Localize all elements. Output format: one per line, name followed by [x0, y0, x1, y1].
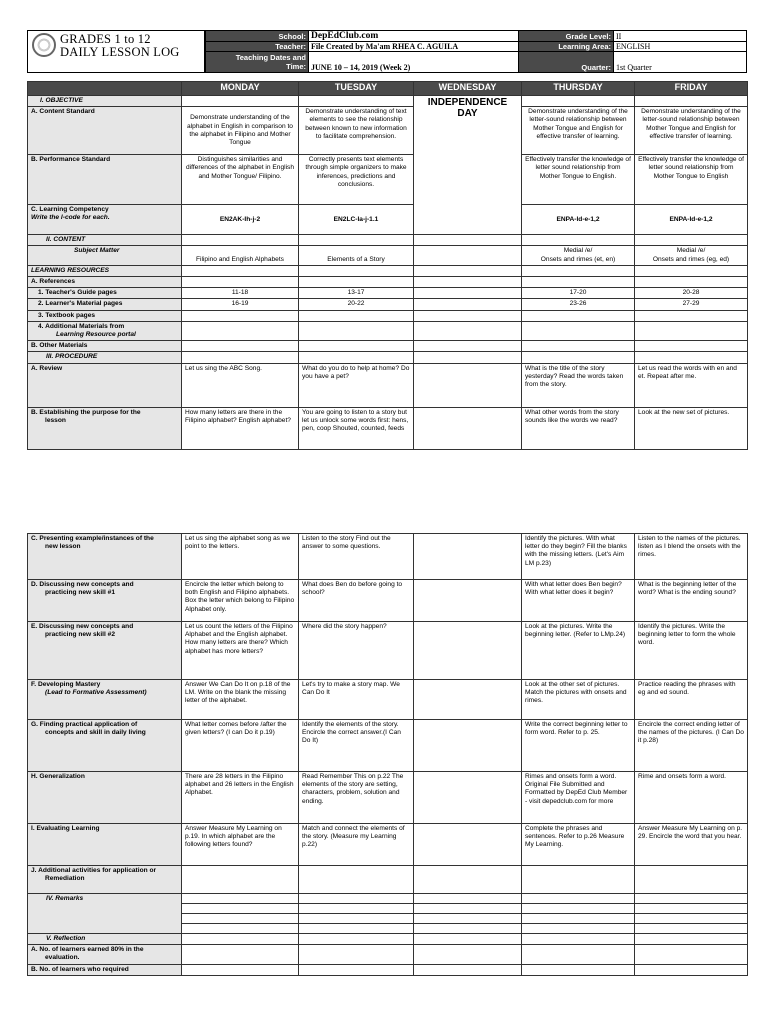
learners-80-label-1: A. No. of learners earned 80% in the: [31, 946, 144, 954]
discussing1-row: [28, 580, 748, 622]
day-friday: FRIDAY: [635, 82, 748, 96]
learners-80-label-2: evaluation.: [45, 954, 80, 962]
dates-label-1: Teaching Dates and: [235, 53, 306, 62]
lm-pages-mon: 16-19: [182, 299, 299, 310]
title-line-2: DAILY LESSON LOG: [60, 45, 180, 59]
generalization-mon: There are 28 letters in the Filipino alphabet and 26 letters in the English Alphabet.: [182, 772, 299, 824]
content-standard-mon: Demonstrate understanding of the alphabet in English in comparison to the alphabet in Filipino and Mother Tongue: [182, 107, 299, 155]
competency-fri: ENPA-Id-e-1,2: [635, 205, 748, 235]
finding-mon: What letter comes before /after the given letters? (I can Do it p.19): [182, 720, 299, 772]
performance-standard-thu: Effectively transfer the knowledge of letter sound relationship from Mother Tongue to English.: [522, 155, 635, 205]
review-fri: Let us read the words with en and et. Repeat after me.: [635, 363, 748, 407]
competency-sub-label: Write the l-code for each.: [31, 214, 110, 222]
mastery-mon: Answer We Can Do It on p.18 of the LM. Write on the blank the missing letter of the alphabet.: [182, 680, 299, 720]
evaluating-mon: Answer Measure My Learning on p.19. In which alphabet are the following letters found?: [182, 824, 299, 866]
discussing2-mon: Let us count the letters of the Filipino Alphabet and the English alphabet. How many letters are there? Which alphabet has more letters?: [182, 622, 299, 680]
competency-label-text: C. Learning Competency: [31, 206, 109, 214]
finding-label-2: concepts and skill in daily living: [45, 729, 146, 737]
tg-pages-thu: 17-20: [522, 288, 635, 299]
content-standard-fri: Demonstrate understanding of the letter-sound relationship between Mother Tongue and English for effective transfer of learning.: [635, 107, 748, 155]
lm-pages-thu: 23-26: [522, 299, 635, 310]
content-row: [28, 235, 748, 246]
purpose-label-2: lesson: [45, 416, 66, 424]
teacher-value: File Created by Ma'am RHEA C. AGUILA: [309, 42, 519, 52]
textbook-label: 3. Textbook pages: [28, 310, 182, 321]
mastery-tue: Let's try to make a story map. We Can Do It: [299, 680, 414, 720]
teachers-guide-label: 1. Teacher's Guide pages: [28, 288, 182, 299]
presenting-tue: Listen to the story Find out the answer to some questions.: [299, 534, 414, 580]
generalization-row: [28, 772, 748, 824]
finding-thu: Write the correct beginning letter to form word. Refer to p. 25.: [522, 720, 635, 772]
textbook-row: [28, 310, 748, 321]
content-standard-row: [28, 107, 748, 155]
purpose-mon: How many letters are there in the Filipino alphabet? English alphabet?: [182, 407, 299, 449]
discussing1-mon: Encircle the letter which belong to both English and Filipino alphabets. Box the letter which belong to Filipino Alphabet only.: [182, 580, 299, 622]
evaluating-fri: Answer Measure My Learning on p. 29. Encircle the word that you hear.: [635, 824, 748, 866]
presenting-label: [28, 534, 182, 580]
finding-label: [28, 720, 182, 772]
subject-matter-thu: [522, 246, 635, 265]
generalization-label: H. Generalization: [28, 772, 182, 824]
presenting-label-1: C. Presenting example/instances of the: [31, 535, 154, 542]
mastery-label-2: (Lead to Formative Assessment): [45, 689, 147, 697]
day-thursday: THURSDAY: [522, 82, 635, 96]
objective-row: [28, 96, 748, 107]
mastery-fri: Practice reading the phrases with eg and ed sound.: [635, 680, 748, 720]
learning-resources-label: LEARNING RESOURCES: [28, 265, 182, 276]
additional-activities-label-1: J. Additional activities for application or: [31, 867, 157, 874]
other-materials-row: [28, 341, 748, 352]
subject-matter-mon: Filipino and English Alphabets: [182, 246, 299, 265]
additional-activities-label: [28, 866, 182, 894]
content-label: II. CONTENT: [28, 235, 182, 246]
evaluating-row: [28, 824, 748, 866]
learners-80-label: [28, 945, 182, 964]
mastery-row: [28, 680, 748, 720]
quarter-value: 1st Quarter: [614, 52, 747, 73]
purpose-thu: What other words from the story sounds like the words we read?: [522, 407, 635, 449]
discussing1-tue: What does Ben do before going to school?: [299, 580, 414, 622]
lesson-log-table-top: [27, 81, 748, 450]
performance-standard-row: [28, 155, 748, 205]
discussing2-label-1: E. Discussing new concepts and: [31, 623, 134, 630]
procedure-label: III. PROCEDURE: [28, 352, 182, 363]
lm-pages-tue: 20-22: [299, 299, 414, 310]
learners-required-row: [28, 964, 748, 975]
performance-standard-label: B. Performance Standard: [28, 155, 182, 205]
remarks-label: IV. Remarks: [28, 894, 182, 934]
subject-matter-thu-1: Medial /e/: [563, 247, 593, 255]
evaluating-label: I. Evaluating Learning: [28, 824, 182, 866]
presenting-thu: Identify the pictures. With what letter do they begin? Fill the blanks with the missing letters. (Let's Aim LM p.23): [522, 534, 635, 580]
procedure-row: [28, 352, 748, 363]
mastery-label-1: F. Developing Mastery: [31, 681, 101, 688]
content-standard-label: A. Content Standard: [28, 107, 182, 155]
evaluating-thu: Complete the phrases and sentences. Refer to p.26 Measure My Learning.: [522, 824, 635, 866]
subject-matter-row: [28, 246, 748, 265]
quarter-label: Quarter:: [519, 52, 614, 73]
learners-material-row: [28, 299, 748, 310]
competency-mon: EN2AK-Ih-j-2: [182, 205, 299, 235]
additional-materials-label-2: Learning Resource portal: [56, 331, 136, 339]
additional-materials-label-1: 4. Additional Materials from: [38, 322, 125, 330]
learners-80-row: [28, 945, 748, 964]
independence-day-note: INDEPENDENCE DAY: [427, 97, 508, 119]
content-standard-thu: Demonstrate understanding of the letter-sound relationship between Mother Tongue and English for effective transfer of learning.: [522, 107, 635, 155]
additional-activities-label-2: Remediation: [45, 875, 85, 883]
subject-matter-tue: Elements of a Story: [299, 246, 414, 265]
header-info-table: [205, 30, 747, 73]
review-tue: What do you do to help at home? Do you have a pet?: [299, 363, 414, 407]
document-title: [60, 33, 180, 59]
generalization-fri: Rime and onsets form a word.: [635, 772, 748, 824]
school-value: DepEdClub.com: [309, 31, 519, 42]
finding-tue: Identify the elements of the story. Encircle the correct answer.(I Can Do It): [299, 720, 414, 772]
review-thu: What is the title of the story yesterday? Read the words taken from the story.: [522, 363, 635, 407]
grade-label: Grade Level:: [519, 31, 614, 42]
day-header-row: [28, 82, 748, 96]
subject-matter-fri-1: Medial /e/: [676, 247, 706, 255]
review-row: [28, 363, 748, 407]
subject-matter-fri-2: Onsets and rimes (eg, ed): [652, 255, 730, 263]
discussing2-label: [28, 622, 182, 680]
learning-area-label: Learning Area:: [519, 42, 614, 52]
purpose-tue: You are going to listen to a story but let us unlock some words first: hens, pen, coop Shouted, counted, feeds: [299, 407, 414, 449]
day-wednesday: WEDNESDAY: [414, 82, 522, 96]
additional-materials-label: [28, 321, 182, 340]
day-tuesday: TUESDAY: [299, 82, 414, 96]
competency-label: [28, 205, 182, 235]
lesson-log-table-bottom: [27, 533, 748, 976]
generalization-thu: Rimes and onsets form a word. Original File Submitted and Formatted by DepEd Club Member - visit depedclub.com for more: [522, 772, 635, 824]
finding-fri: Encircle the correct ending letter of the names of the pictures. (I Can Do it p.28): [635, 720, 748, 772]
discussing2-label-2: practicing new skill #2: [45, 631, 115, 639]
subject-matter-fri: [635, 246, 748, 265]
performance-standard-fri: Effectively transfer the knowledge of letter sound relationship from Mother Tongue to English: [635, 155, 748, 205]
competency-row: [28, 205, 748, 235]
discussing1-thu: With what letter does Ben begin? With what letter does it begin?: [522, 580, 635, 622]
tg-pages-tue: 13-17: [299, 288, 414, 299]
dates-label: [206, 52, 309, 73]
discussing2-tue: Where did the story happen?: [299, 622, 414, 680]
evaluating-tue: Match and connect the elements of the story. (Measure my Learning p.22): [299, 824, 414, 866]
performance-standard-mon: Distinguishes similarities and differences of the alphabet in English and Mother Tongue/ Filipino.: [182, 155, 299, 205]
reflection-row: [28, 934, 748, 945]
additional-materials-row: [28, 321, 748, 340]
day-monday: MONDAY: [182, 82, 299, 96]
discussing2-row: [28, 622, 748, 680]
competency-tue: EN2LC-Ia-j-1.1: [299, 205, 414, 235]
mastery-thu: Look at the other set of pictures. Match the pictures with onsets and rimes.: [522, 680, 635, 720]
purpose-row: [28, 407, 748, 449]
discussing1-label: [28, 580, 182, 622]
discussing1-label-1: D. Discussing new concepts and: [31, 581, 134, 588]
teachers-guide-row: [28, 288, 748, 299]
subject-matter-thu-2: Onsets and rimes (et, en): [540, 255, 616, 263]
content-standard-tue: Demonstrate understanding of text elements to see the relationship between known to new information to facilitate comprehension.: [299, 107, 414, 155]
presenting-label-2: new lesson: [45, 543, 81, 551]
tg-pages-mon: 11-18: [182, 288, 299, 299]
presenting-fri: Listen to the names of the pictures. listen as I blend the onsets with the rimes.: [635, 534, 748, 580]
teacher-label: Teacher:: [206, 42, 309, 52]
grade-value: II: [614, 31, 747, 42]
competency-thu: ENPA-Id-e-1,2: [522, 205, 635, 235]
learners-material-label: 2. Learner's Material pages: [28, 299, 182, 310]
discussing1-fri: What is the beginning letter of the word? What is the ending sound?: [635, 580, 748, 622]
subject-matter-label: Subject Matter: [28, 246, 182, 265]
purpose-label: [28, 407, 182, 449]
performance-standard-tue: Correctly presents text elements through simple organizers to make inferences, predictions and conclusions.: [299, 155, 414, 205]
discussing2-fri: Identify the pictures. Write the beginning letter to form the whole word.: [635, 622, 748, 680]
references-row: [28, 277, 748, 288]
remarks-row: [28, 894, 748, 904]
review-label: A. Review: [28, 363, 182, 407]
other-materials-label: B. Other Materials: [28, 341, 182, 352]
dates-value: JUNE 10 – 14, 2019 (Week 2): [309, 52, 519, 73]
reflection-label: V. Reflection: [28, 934, 182, 945]
learners-required-label: B. No. of learners who required: [28, 964, 182, 975]
purpose-fri: Look at the new set of pictures.: [635, 407, 748, 449]
wednesday-holiday-cell: [414, 96, 522, 235]
finding-label-1: G. Finding practical application of: [31, 721, 138, 728]
finding-row: [28, 720, 748, 772]
school-label: School:: [206, 31, 309, 42]
learning-resources-row: [28, 265, 748, 276]
mastery-label: [28, 680, 182, 720]
title-line-1: GRADES 1 to 12: [60, 32, 151, 46]
additional-activities-row: [28, 866, 748, 894]
purpose-label-1: B. Establishing the purpose for the: [31, 408, 141, 416]
dates-label-2: Time:: [286, 62, 306, 71]
presenting-row: [28, 534, 748, 580]
presenting-mon: Let us sing the alphabet song as we point to the letters.: [182, 534, 299, 580]
learning-area-value: ENGLISH: [614, 42, 747, 52]
discussing2-thu: Look at the pictures. Write the beginning letter. (Refer to LMp.24): [522, 622, 635, 680]
generalization-tue: Read Remember This on p.22 The elements of the story are setting, characters, problem, solution and ending.: [299, 772, 414, 824]
lm-pages-fri: 27-29: [635, 299, 748, 310]
discussing1-label-2: practicing new skill #1: [45, 589, 115, 597]
review-mon: Let us sing the ABC Song.: [182, 363, 299, 407]
objective-label: I. OBJECTIVE: [28, 96, 182, 107]
references-label: A. References: [28, 277, 182, 288]
deped-seal-icon: [32, 33, 56, 57]
tg-pages-fri: 20-28: [635, 288, 748, 299]
